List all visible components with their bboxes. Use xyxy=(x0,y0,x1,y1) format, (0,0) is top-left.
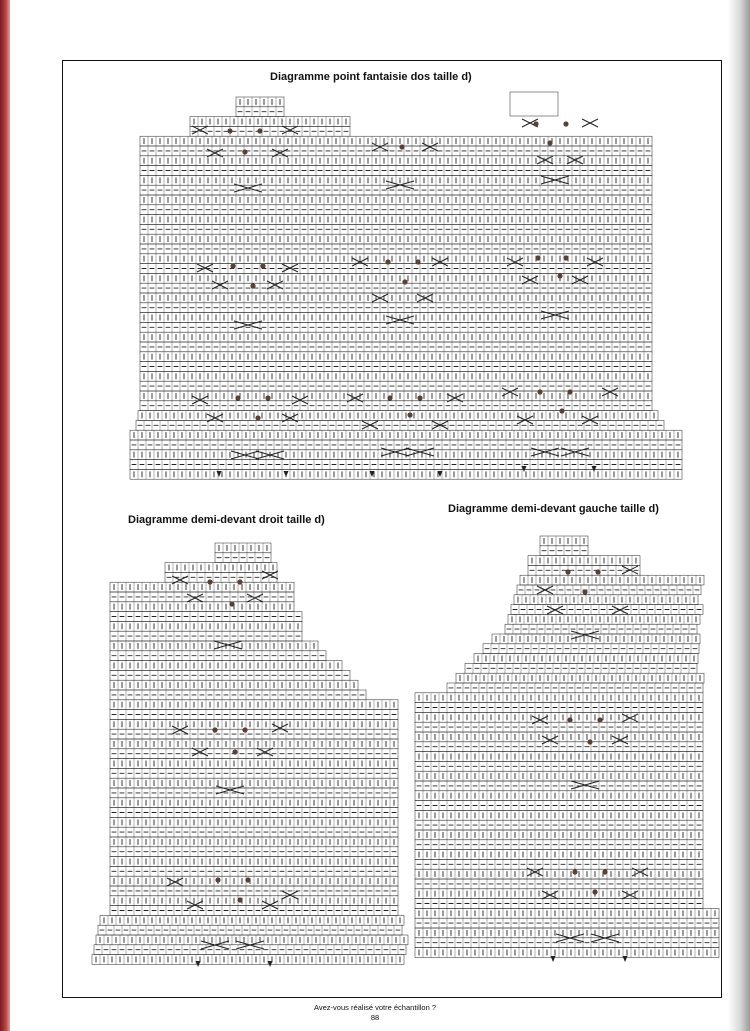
chart-grid-lines xyxy=(423,859,695,869)
arrow-down-icon xyxy=(268,961,273,967)
chart-grid-lines xyxy=(118,788,390,798)
chart-grid-lines xyxy=(423,791,695,801)
chart-grid-lines xyxy=(423,948,711,958)
chart-grid-lines xyxy=(118,866,390,876)
bobble-dot-icon xyxy=(592,889,597,894)
bobble-dot-icon xyxy=(597,717,602,722)
bobble-dot-icon xyxy=(229,601,234,606)
chart-grid-lines xyxy=(118,827,390,837)
right-front-chart-title: Diagramme demi-devant droit taille d) xyxy=(128,514,325,526)
bobble-dot-icon xyxy=(602,869,607,874)
bobble-dot-icon xyxy=(557,273,562,278)
chart-grid-lines xyxy=(118,739,390,749)
cable-cross-icon xyxy=(507,258,523,266)
knit-cells xyxy=(100,937,404,943)
cable-cross-icon xyxy=(547,606,563,614)
chart-grid-lines xyxy=(148,352,644,362)
chart-grid-lines xyxy=(148,234,644,244)
cable-cross-icon xyxy=(587,258,603,266)
chart-grid-lines xyxy=(423,850,695,860)
right-front-knitting-chart xyxy=(92,543,408,967)
arrow-down-icon xyxy=(623,956,628,962)
cable-cross-icon xyxy=(247,594,263,602)
cable-cross-icon xyxy=(541,311,569,319)
cable-cross-icon xyxy=(207,414,223,422)
cable-cross-icon xyxy=(537,156,553,164)
chart-grid-lines xyxy=(108,915,396,925)
bobble-dot-icon xyxy=(547,140,552,145)
bobble-dot-icon xyxy=(237,579,242,584)
chart-grid-lines xyxy=(423,928,711,938)
bobble-dot-icon xyxy=(227,128,232,133)
bobble-dot-icon xyxy=(572,869,577,874)
cable-cross-icon xyxy=(612,736,628,744)
bobble-dot-icon xyxy=(230,263,235,268)
chart-grid-lines xyxy=(148,332,644,342)
chart-grid-lines xyxy=(423,722,695,732)
bobble-dot-icon xyxy=(565,569,570,574)
chart-grid-lines xyxy=(423,899,695,909)
chart-grid-lines xyxy=(198,117,342,127)
chart-grid-lines xyxy=(516,614,692,624)
chart-grid-lines xyxy=(148,293,644,303)
cable-cross-icon xyxy=(531,448,559,456)
chart-grid-lines xyxy=(423,693,695,703)
cable-cross-icon xyxy=(542,891,558,899)
chart-grid-lines xyxy=(148,215,644,225)
bobble-dot-icon xyxy=(595,569,600,574)
cable-cross-icon xyxy=(187,594,203,602)
bobble-dot-icon xyxy=(260,263,265,268)
bobble-dot-icon xyxy=(242,727,247,732)
chart-grid-lines xyxy=(423,810,695,820)
chart-grid-lines xyxy=(423,712,695,722)
bobble-dot-icon xyxy=(533,121,538,126)
chart-grid-lines xyxy=(423,889,695,899)
chart-grid-lines xyxy=(118,876,390,886)
cable-cross-icon xyxy=(172,726,188,734)
chart-grid-lines xyxy=(118,847,390,857)
bobble-dot-icon xyxy=(559,408,564,413)
chart-grid-lines xyxy=(423,742,695,752)
bobble-dot-icon xyxy=(212,727,217,732)
bobble-dot-icon xyxy=(582,589,587,594)
knit-cells xyxy=(219,545,267,551)
bobble-dot-icon xyxy=(402,279,407,284)
chart-grid-lines xyxy=(148,371,644,381)
chart-grid-lines xyxy=(482,654,690,664)
bobble-dot-icon xyxy=(567,389,572,394)
chart-grid-lines xyxy=(118,749,390,759)
chart-grid-lines xyxy=(423,879,695,889)
chart-grid-lines xyxy=(118,700,390,710)
cable-cross-icon xyxy=(257,748,273,756)
knit-cells xyxy=(524,577,700,583)
cable-cross-icon xyxy=(571,781,599,789)
cable-cross-icon xyxy=(541,176,569,184)
cable-cross-icon xyxy=(192,126,208,134)
cable-cross-icon xyxy=(567,156,583,164)
knit-cells xyxy=(96,957,400,963)
sample-question: Avez-vous réalisé votre échantillon ? xyxy=(313,1003,436,1012)
chart-grid-lines xyxy=(423,830,695,840)
arrow-down-icon xyxy=(196,961,201,967)
cable-cross-icon xyxy=(282,264,298,272)
cable-cross-icon xyxy=(502,388,518,396)
chart-grid-lines xyxy=(118,729,390,739)
back-chart-title: Diagramme point fantaisie dos taille d) xyxy=(270,71,472,83)
cable-cross-icon xyxy=(267,281,283,289)
cable-cross-icon xyxy=(172,576,188,584)
arrow-down-icon xyxy=(522,466,527,472)
left-front-chart-title: Diagramme demi-devant gauche taille d) xyxy=(448,503,659,515)
chart-grid-lines xyxy=(148,273,644,283)
cable-cross-icon xyxy=(187,901,203,909)
bobble-dot-icon xyxy=(563,255,568,260)
bobble-dot-icon xyxy=(237,897,242,902)
knit-cells xyxy=(114,663,338,669)
bobble-dot-icon xyxy=(257,128,262,133)
cable-cross-icon xyxy=(417,294,433,302)
knit-cells xyxy=(114,584,290,590)
bobble-dot-icon xyxy=(255,415,260,420)
bobble-dot-icon xyxy=(245,877,250,882)
chart-grid-lines xyxy=(536,556,632,566)
bobble-dot-icon xyxy=(385,259,390,264)
chart-grid-lines xyxy=(423,761,695,771)
bobble-dot-icon xyxy=(537,389,542,394)
page-number: 88 xyxy=(370,1013,380,1022)
chart-grid-lines xyxy=(423,732,695,742)
back-knitting-chart xyxy=(130,92,682,479)
chart-grid-lines xyxy=(548,536,580,546)
bobble-dot-icon xyxy=(535,255,540,260)
bobble-dot-icon xyxy=(242,149,247,154)
chart-grid-lines xyxy=(118,886,390,896)
cable-cross-icon xyxy=(622,714,638,722)
left-front-knitting-chart xyxy=(415,536,719,962)
chart-grid-lines xyxy=(423,820,695,830)
chart-grid-lines xyxy=(118,621,294,631)
chart-grid-lines xyxy=(244,97,276,107)
cable-cross-icon xyxy=(167,878,183,886)
bobble-dot-icon xyxy=(417,395,422,400)
cable-cross-icon xyxy=(622,891,638,899)
bobble-dot-icon xyxy=(207,579,212,584)
cable-cross-icon xyxy=(282,126,298,134)
chart-grid-lines xyxy=(423,869,695,879)
chart-grid-lines xyxy=(118,798,390,808)
chart-grid-lines xyxy=(118,857,390,867)
chart-grid-lines xyxy=(118,817,390,827)
bobble-dot-icon xyxy=(563,121,568,126)
arrow-down-icon xyxy=(284,471,289,477)
cable-cross-icon xyxy=(197,264,213,272)
arrow-down-icon xyxy=(217,471,222,477)
chart-grid-lines xyxy=(173,563,269,573)
chart-grid-lines xyxy=(118,837,390,847)
chart-grid-lines xyxy=(148,254,644,264)
chart-grid-lines xyxy=(423,840,695,850)
cable-cross-icon xyxy=(532,716,548,724)
chart-grid-lines xyxy=(118,719,390,729)
bobble-dot-icon xyxy=(232,749,237,754)
cable-cross-icon xyxy=(422,143,438,151)
cable-cross-icon xyxy=(231,451,259,459)
bobble-dot-icon xyxy=(250,283,255,288)
chart-grid-lines xyxy=(118,641,310,651)
chart-grid-lines xyxy=(148,195,644,205)
arrow-down-icon xyxy=(592,466,597,472)
bobble-dot-icon xyxy=(587,739,592,744)
chart-grid-lines xyxy=(118,768,390,778)
arrow-down-icon xyxy=(551,956,556,962)
bobble-dot-icon xyxy=(387,395,392,400)
knit-cells xyxy=(134,471,678,477)
knit-cells xyxy=(142,413,654,419)
cable-cross-icon xyxy=(381,448,409,456)
chart-grid-lines xyxy=(423,771,695,781)
chart-grid-lines xyxy=(423,908,711,918)
chart-grid-lines xyxy=(118,808,390,818)
chart-grid-lines xyxy=(118,778,390,788)
bobble-dot-icon xyxy=(265,395,270,400)
chart-grid-lines xyxy=(148,136,644,146)
bobble-dot-icon xyxy=(407,412,412,417)
chart-grid-lines xyxy=(423,752,695,762)
bobble-dot-icon xyxy=(215,877,220,882)
chart-grid-lines xyxy=(118,906,390,916)
knit-cells xyxy=(134,432,678,438)
cable-cross-icon xyxy=(272,724,288,732)
chart-grid-lines xyxy=(118,710,390,720)
cable-cross-icon xyxy=(602,388,618,396)
chart-grid-lines xyxy=(500,634,692,644)
cable-cross-icon xyxy=(542,736,558,744)
bobble-dot-icon xyxy=(235,395,240,400)
knit-cells xyxy=(114,604,290,610)
bobble-dot-icon xyxy=(415,259,420,264)
chart-top-block xyxy=(510,92,558,116)
cable-cross-icon xyxy=(517,416,533,424)
chart-grid-lines xyxy=(423,703,695,713)
bobble-dot-icon xyxy=(399,144,404,149)
cable-cross-icon xyxy=(582,119,598,127)
bobble-dot-icon xyxy=(567,717,572,722)
cable-cross-icon xyxy=(192,748,208,756)
chart-grid-lines xyxy=(118,759,390,769)
cable-cross-icon xyxy=(612,606,628,614)
knit-cells xyxy=(518,597,694,603)
chart-grid-lines xyxy=(423,801,695,811)
cable-cross-icon xyxy=(561,448,589,456)
chart-grid-lines xyxy=(118,896,390,906)
chart-grid-lines xyxy=(423,781,695,791)
